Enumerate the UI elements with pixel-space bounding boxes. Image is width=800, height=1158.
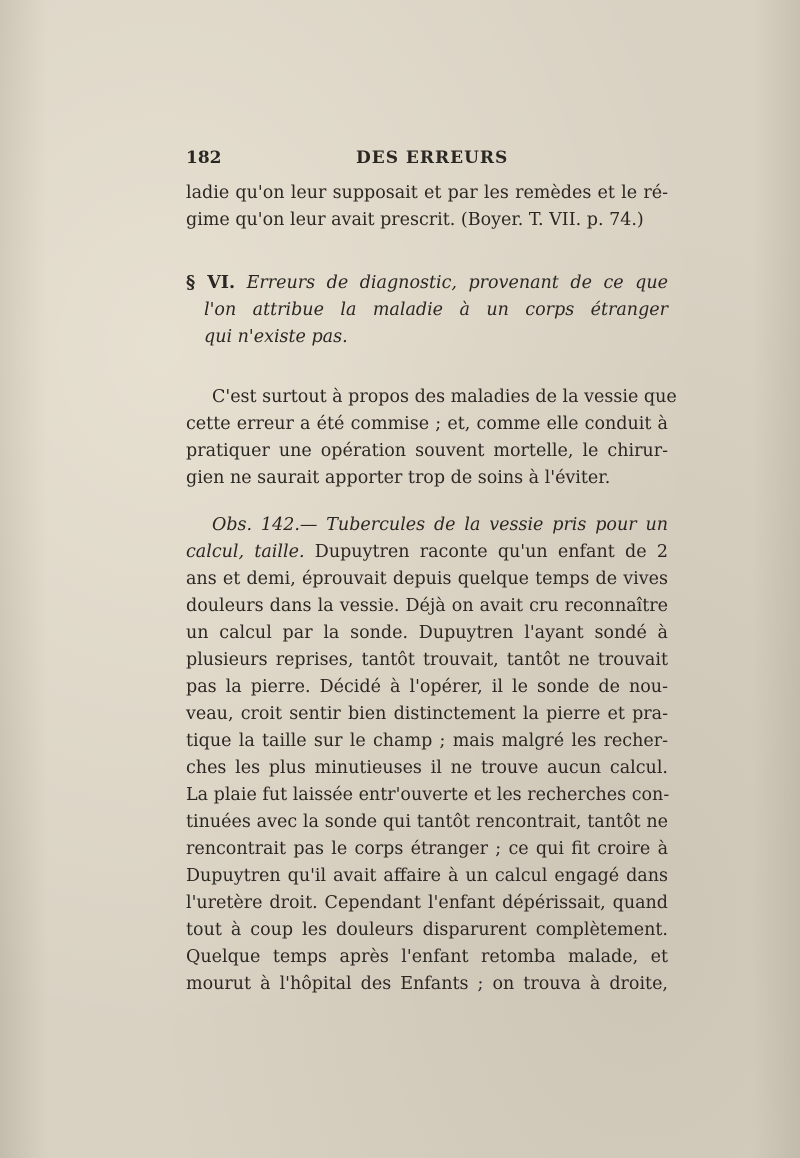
- section-heading-line: [186, 270, 668, 297]
- intro-paragraph: [186, 384, 677, 492]
- text-line: ans et demi, éprouvait depuis quelque temps de vives: [186, 569, 668, 589]
- observation-dash: —: [299, 515, 318, 535]
- page-number: 182: [186, 148, 222, 168]
- text-line: gime qu'on leur avait prescrit. (Boyer. T. VII. p. 74.): [186, 210, 644, 230]
- text-line: tique la taille sur le champ ; mais malgré les recher-: [186, 731, 668, 751]
- observation-paragraph: [186, 512, 668, 998]
- text-line: pratiquer une opération souvent mortelle, le chirur-: [186, 441, 668, 461]
- observation-heading-line-2: [186, 539, 668, 566]
- text-line: un calcul par la sonde. Dupuytren l'ayant sondé à: [186, 623, 668, 643]
- continuation-paragraph: [186, 180, 668, 234]
- observation-label: Obs. 142.: [212, 515, 300, 535]
- page-header: [186, 148, 668, 174]
- text-line: mourut à l'hôpital des Enfants ; on trouva à droite,: [186, 974, 668, 994]
- text-line: ladie qu'on leur supposait et par les remèdes et le ré-: [186, 183, 668, 203]
- section-title-first: Erreurs de diagnostic, provenant de ce que: [246, 273, 668, 293]
- text-line: veau, croit sentir bien distinctement la pierre et pra-: [186, 704, 668, 724]
- text-line: ches les plus minutieuses il ne trouve aucun calcul.: [186, 758, 668, 778]
- section-title-line: qui n'existe pas.: [204, 327, 348, 347]
- text-line: La plaie fut laissée entr'ouverte et les recherches con-: [186, 785, 670, 805]
- text-line: Dupuytren qu'il avait affaire à un calcul engagé dans: [186, 866, 668, 886]
- text-line: plusieurs reprises, tantôt trouvait, tantôt ne trouvait: [186, 650, 668, 670]
- text-line: pas la pierre. Décidé à l'opérer, il le sonde de nou-: [186, 677, 668, 697]
- text-line: Quelque temps après l'enfant retomba malade, et: [186, 947, 668, 967]
- text-line: gien ne saurait apporter trop de soins à l'éviter.: [186, 468, 611, 488]
- text-line: cette erreur a été commise ; et, comme elle conduit à: [186, 414, 668, 434]
- running-head: DES ERREURS: [356, 148, 509, 168]
- observation-title: Tubercules de la vessie pris pour un: [326, 515, 668, 535]
- section-number: § VI.: [186, 273, 236, 293]
- section-title-line: l'on attribue la maladie à un corps étranger: [204, 300, 668, 320]
- text-line: l'uretère droit. Cependant l'enfant dépérissait, quand: [186, 893, 668, 913]
- text-line: douleurs dans la vessie. Déjà on avait cru reconnaître: [186, 596, 668, 616]
- text-line: C'est surtout à propos des maladies de la vessie que: [212, 387, 677, 407]
- text-line: tout à coup les douleurs disparurent complètement.: [186, 920, 668, 940]
- observation-title-end: calcul, taille.: [186, 542, 305, 562]
- observation-heading-line: [186, 512, 668, 539]
- observation-text-start: Dupuytren raconte qu'un enfant de 2: [314, 542, 668, 562]
- text-line: tinuées avec la sonde qui tantôt rencontrait, tantôt ne: [186, 812, 668, 832]
- text-line: rencontrait pas le corps étranger ; ce qui fit croire à: [186, 839, 668, 859]
- section-heading: [186, 270, 668, 351]
